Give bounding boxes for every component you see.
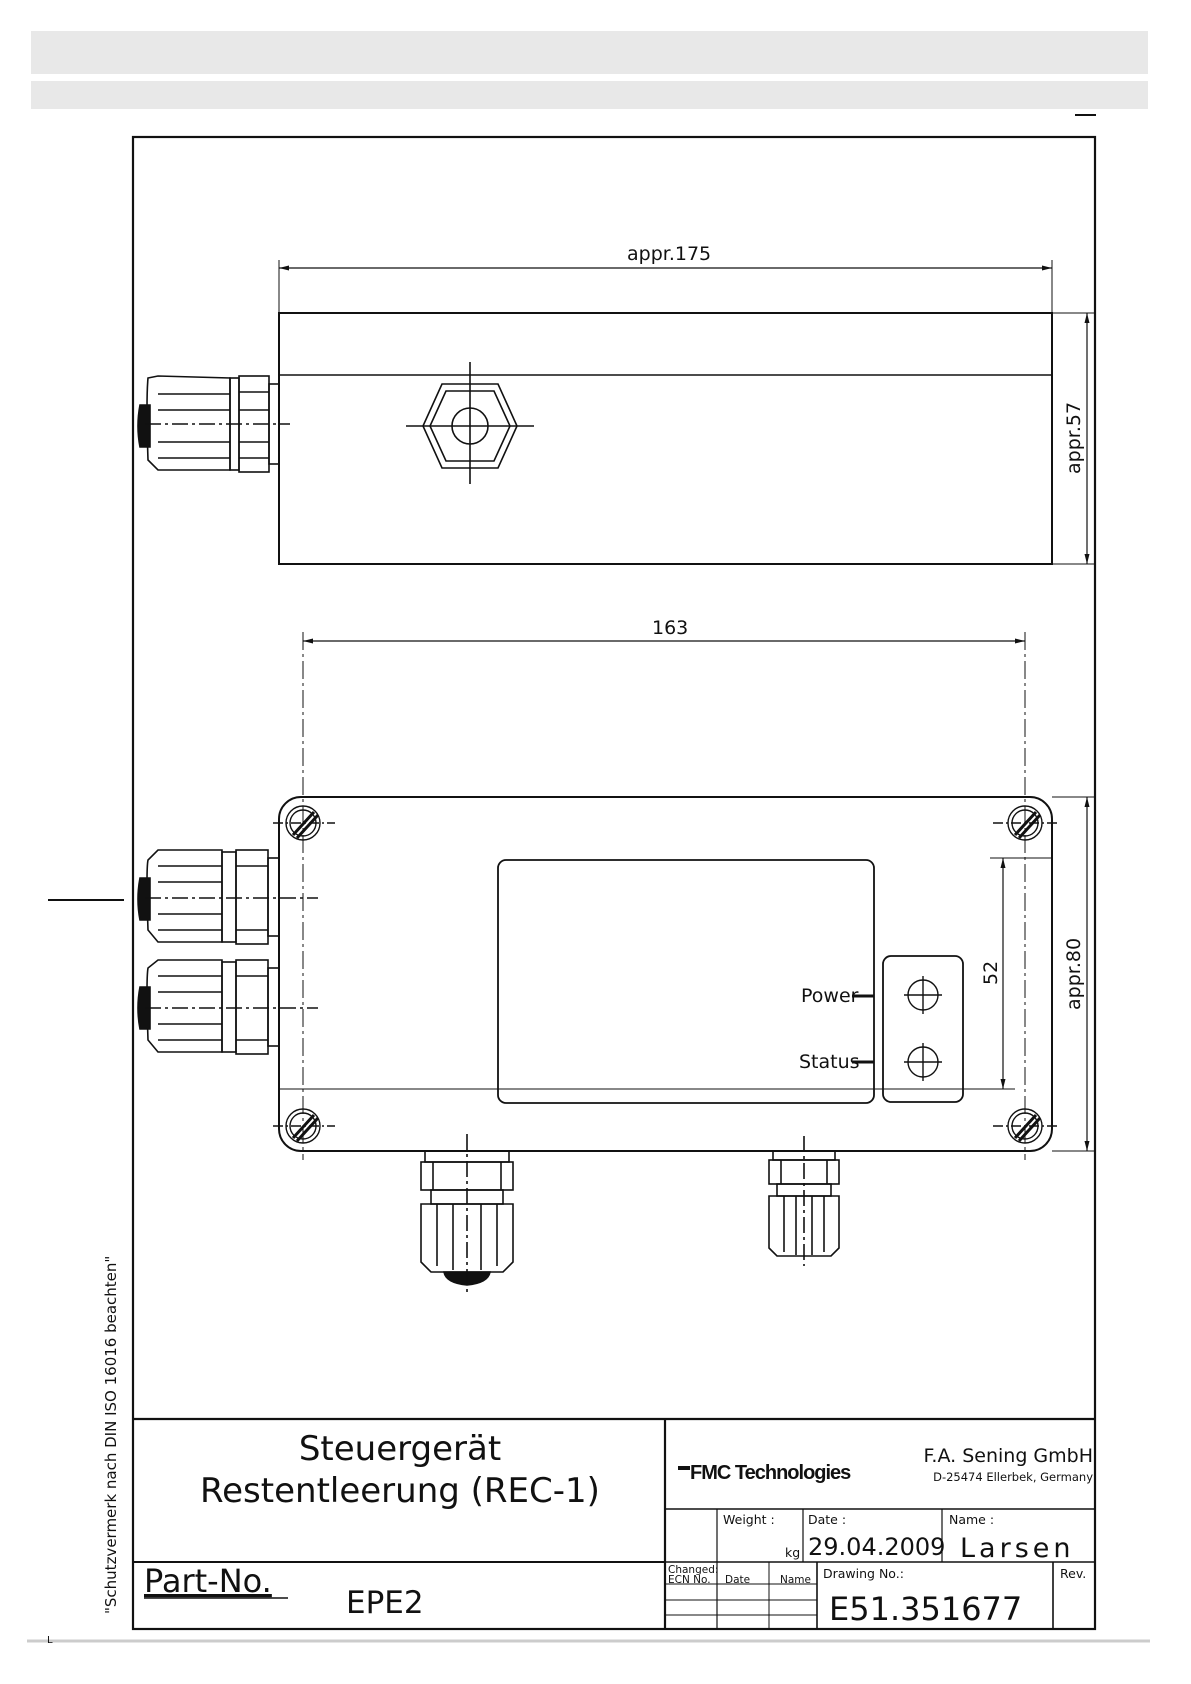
weight-label: Weight : — [723, 1512, 775, 1527]
name-label: Name : — [949, 1512, 995, 1527]
fmc-logo-text: FMC Technologies — [690, 1462, 851, 1484]
drawing-frame — [133, 137, 1095, 1629]
date-label: Date : — [808, 1512, 847, 1527]
part-no-value: EPE2 — [346, 1585, 424, 1621]
screw-top-left-icon — [273, 806, 335, 840]
rev-label: Rev. — [1060, 1566, 1087, 1581]
top-width-dimension-label: appr.175 — [627, 243, 712, 265]
top-height-dimension-label: appr.57 — [1063, 401, 1085, 474]
front-view — [138, 617, 1096, 1292]
header-bar-bottom — [31, 81, 1148, 109]
status-label: Status — [799, 1051, 860, 1073]
front-left-gland-upper — [138, 850, 318, 944]
front-left-gland-lower — [138, 960, 318, 1054]
status-led — [904, 1043, 942, 1081]
date-value: 29.04.2009 — [808, 1533, 946, 1561]
top-hex-nut — [406, 362, 534, 484]
title-line1: Steuergerät — [298, 1429, 502, 1469]
ecn-label: ECN No. — [668, 1574, 711, 1586]
power-led — [904, 976, 942, 1014]
fmc-logo — [678, 1462, 851, 1484]
company-address: D-25474 Ellerbek, Germany — [933, 1470, 1093, 1484]
revision-name-label: Name — [780, 1574, 811, 1586]
inner-height-dimension-label: 52 — [980, 960, 1002, 985]
front-height-dimension-label: appr.80 — [1063, 937, 1085, 1010]
name-value: Larsen — [960, 1533, 1075, 1564]
side-protection-note: "Schutzvermerk nach DIN ISO 16016 beachten" — [102, 1255, 120, 1614]
changed-label: Changed: — [668, 1564, 719, 1576]
corner-mark: L — [47, 1635, 53, 1646]
bottom-gland-large — [421, 1134, 513, 1292]
title-line2: Restentleerung (REC-1) — [200, 1471, 600, 1511]
weight-unit: kg — [785, 1545, 801, 1560]
hole-spacing-dimension-label: 163 — [652, 617, 689, 639]
header-bar-top — [31, 31, 1148, 74]
top-view — [138, 243, 1096, 564]
revision-date-label: Date — [725, 1574, 751, 1586]
top-cable-gland — [138, 376, 290, 472]
company-name: F.A. Sening GmbH — [923, 1445, 1093, 1467]
drawing-no-label: Drawing No.: — [823, 1566, 904, 1581]
screw-bottom-left-icon — [273, 1109, 335, 1143]
top-view-housing — [279, 313, 1052, 564]
bottom-gland-small — [769, 1136, 839, 1266]
front-view-housing — [279, 797, 1052, 1151]
drawing-no-value: E51.351677 — [829, 1590, 1023, 1628]
power-label: Power — [801, 985, 859, 1007]
part-no-label: Part-No. — [144, 1562, 272, 1600]
